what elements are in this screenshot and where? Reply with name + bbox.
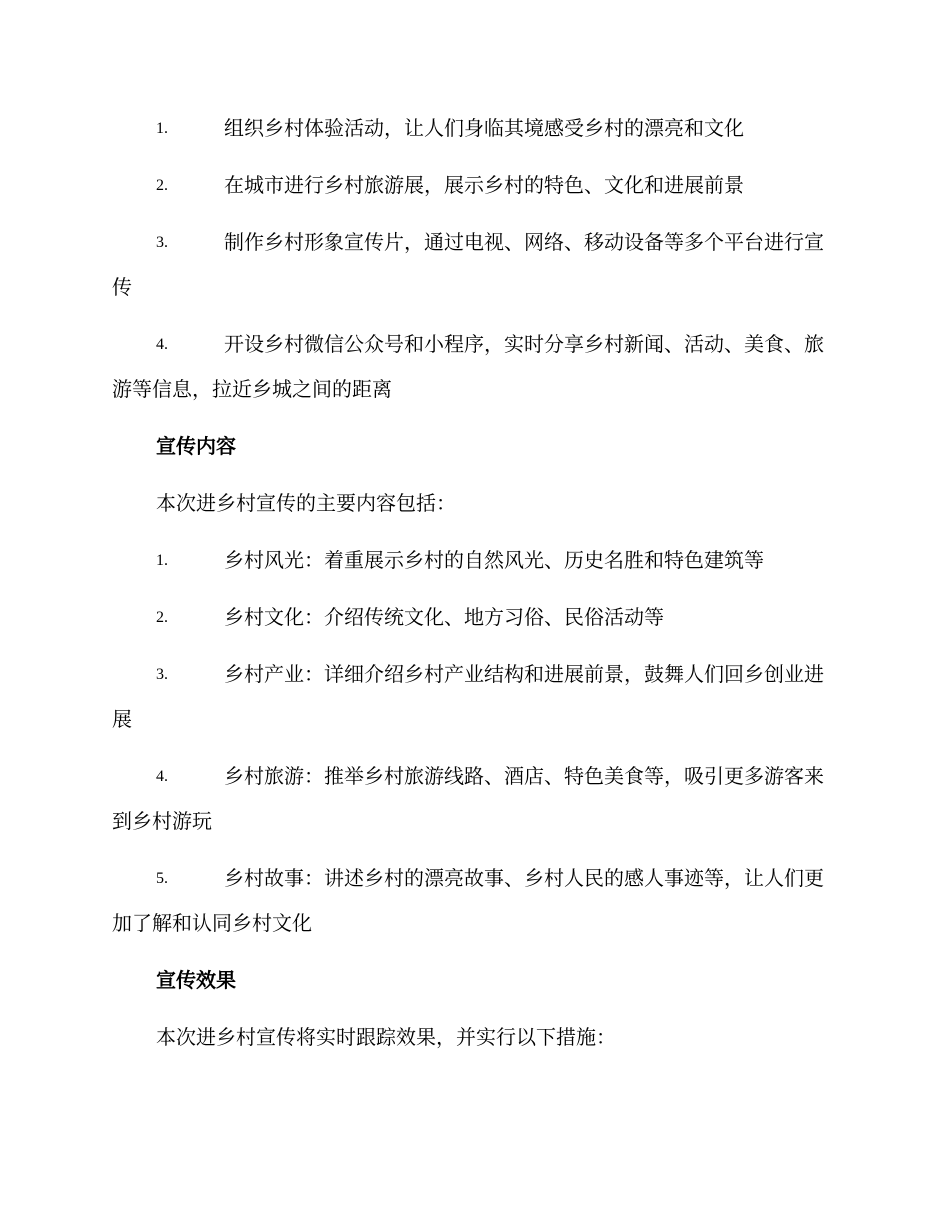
list-item bbox=[112, 652, 834, 742]
list-number: 3. bbox=[156, 666, 168, 683]
list-item bbox=[112, 538, 834, 583]
list-number: 4. bbox=[156, 768, 168, 785]
list-number: 2. bbox=[156, 609, 168, 626]
list-item bbox=[112, 856, 834, 946]
list-number: 1. bbox=[156, 120, 168, 137]
section-heading-effect: 宣传效果 bbox=[156, 968, 236, 992]
list-text: 乡村文化：介绍传统文化、地方习俗、民俗活动等 bbox=[224, 605, 664, 629]
list-text: 乡村旅游：推举乡村旅游线路、酒店、特色美食等，吸引更多游客来到乡村游玩 bbox=[112, 764, 824, 833]
list-item bbox=[112, 220, 834, 310]
list-text: 乡村风光：着重展示乡村的自然风光、历史名胜和特色建筑等 bbox=[224, 548, 764, 572]
list-text: 制作乡村形象宣传片，通过电视、网络、移动设备等多个平台进行宣传 bbox=[112, 230, 824, 299]
list-item bbox=[112, 163, 834, 208]
document-body bbox=[112, 106, 834, 1072]
list-item bbox=[112, 754, 834, 844]
list-text: 乡村故事：讲述乡村的漂亮故事、乡村人民的感人事迹等，让人们更加了解和认同乡村文化 bbox=[112, 866, 824, 935]
list-text: 在城市进行乡村旅游展，展示乡村的特色、文化和进展前景 bbox=[224, 173, 744, 197]
list-text: 乡村产业：详细介绍乡村产业结构和进展前景，鼓舞人们回乡创业进展 bbox=[112, 662, 824, 731]
section-intro-effect: 本次进乡村宣传将实时跟踪效果，并实行以下措施： bbox=[156, 1025, 616, 1049]
list-text: 组织乡村体验活动，让人们身临其境感受乡村的漂亮和文化 bbox=[224, 116, 744, 140]
section-heading-content: 宣传内容 bbox=[156, 434, 236, 458]
list-item bbox=[112, 595, 834, 640]
list-text: 开设乡村微信公众号和小程序，实时分享乡村新闻、活动、美食、旅游等信息，拉近乡城之间的距离 bbox=[112, 332, 824, 401]
list-number: 4. bbox=[156, 336, 168, 353]
list-number: 5. bbox=[156, 870, 168, 887]
section-intro-content: 本次进乡村宣传的主要内容包括： bbox=[156, 491, 456, 515]
list-item bbox=[112, 106, 834, 151]
list-number: 1. bbox=[156, 552, 168, 569]
list-number: 2. bbox=[156, 177, 168, 194]
list-number: 3. bbox=[156, 234, 168, 251]
list-item bbox=[112, 322, 834, 412]
